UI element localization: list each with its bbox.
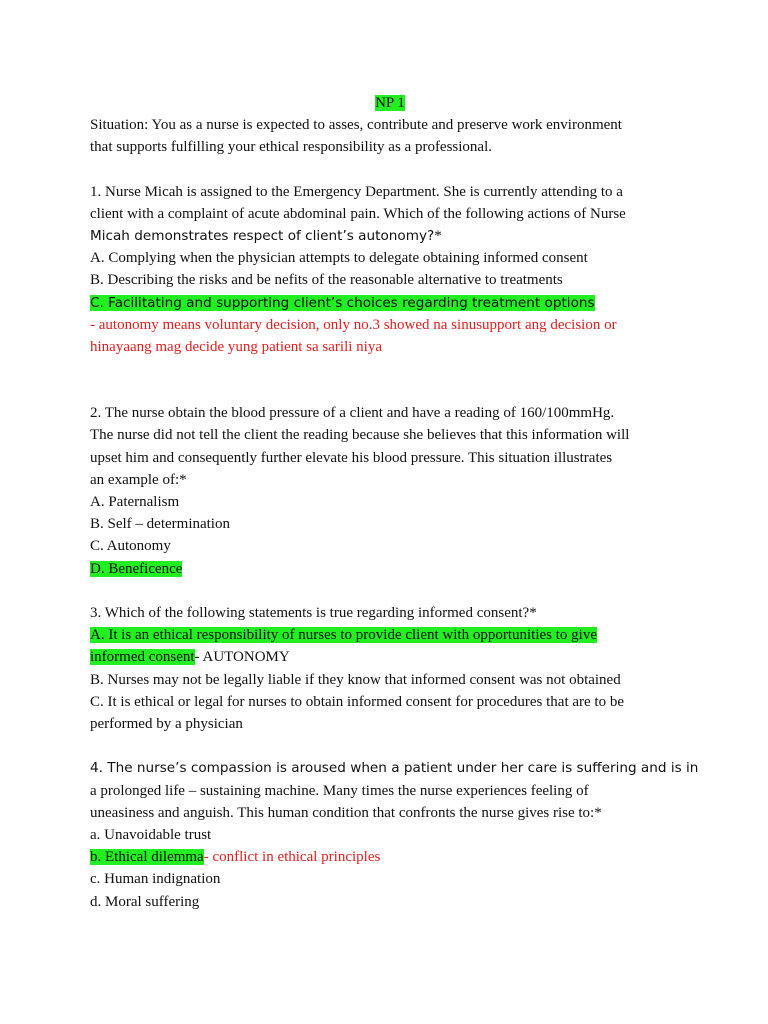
- q4-option-c: c. Human indignation: [90, 871, 221, 888]
- q3-option-a-answer: A. It is an ethical responsibility of nurses to provide client with opportunities to give: [90, 627, 597, 644]
- document-title: NP 1: [375, 95, 405, 111]
- q4-stem-first: 4. The nurse’s compassion is aroused when a patient under her care is suffering and is in: [90, 760, 699, 777]
- spacer: [90, 735, 690, 757]
- q3-option-c-line-1: C. It is ethical or legal for nurses to obtain informed consent for procedures that are to be: [90, 693, 624, 710]
- q1-option-c-row: [90, 292, 690, 314]
- q3-option-c-line-2: performed by a physician: [90, 716, 243, 733]
- q3-option-a-answer-cont: informed consent: [90, 649, 195, 666]
- q2-stem-line-1: 2. The nurse obtain the blood pressure of a client and have a reading of 160/100mmHg.: [90, 405, 615, 422]
- title-row: [90, 92, 690, 114]
- q4-stem-line-2: a prolonged life – sustaining machine. Many times the nurse experiences feeling of: [90, 782, 589, 799]
- q4-option-d: d. Moral suffering: [90, 893, 200, 910]
- document-page: [90, 92, 699, 913]
- q3-stem: 3. Which of the following statements is true regarding informed consent?*: [90, 605, 537, 622]
- q2-option-b: B. Self – determination: [90, 516, 230, 533]
- q1-stem-line-1: 1. Nurse Micah is assigned to the Emergency Department. She is currently attending to a: [90, 183, 623, 200]
- question-3: [90, 602, 690, 735]
- q1-stem-text: Micah demonstrates respect of client’s autonomy?: [90, 228, 435, 244]
- spacer: [90, 158, 690, 180]
- q4-stem-line-1: [90, 757, 699, 779]
- q3-option-b: B. Nurses may not be legally liable if they know that informed consent was not obtained: [90, 671, 621, 688]
- question-2: [90, 402, 690, 580]
- q1-option-b: B. Describing the risks and be nefits of the reasonable alternative to treatments: [90, 272, 563, 289]
- q1-option-a: A. Complying when the physician attempts to delegate obtaining informed consent: [90, 250, 588, 267]
- question-4: [90, 757, 699, 912]
- situation-line-1: Situation: You as a nurse is expected to asses, contribute and preserve work environment: [90, 117, 622, 133]
- q3-option-a-line-1: [90, 624, 690, 646]
- q3-option-a-line-2: [90, 646, 690, 668]
- q3-option-a-suffix: - AUTONOMY: [194, 649, 290, 666]
- q4-option-a: a. Unavoidable trust: [90, 827, 212, 844]
- q4-option-b-answer: b. Ethical dilemma: [90, 849, 204, 866]
- q2-option-a: A. Paternalism: [90, 494, 180, 511]
- spacer: [90, 580, 690, 602]
- q1-note-line-2: hinayaang mag decide yung patient sa sarili niya: [90, 339, 382, 356]
- situation-line-2: that supports fulfilling your ethical responsibility as a professional.: [90, 139, 493, 156]
- spacer: [90, 358, 690, 402]
- q1-option-c-answer: C. Facilitating and supporting client’s choices regarding treatment options: [90, 294, 595, 311]
- q2-option-d-row: [90, 558, 690, 580]
- q2-stem-line-2: The nurse did not tell the client the reading because she believes that this information will: [90, 427, 630, 444]
- q4-option-b-note: - conflict in ethical principles: [203, 849, 381, 866]
- q2-stem-line-4: an example of:*: [90, 471, 187, 488]
- question-1: [90, 181, 690, 359]
- q2-option-d-answer: D. Beneficence: [90, 560, 183, 577]
- q4-option-b-row: [90, 846, 690, 868]
- q1-stem-line-3: [90, 225, 690, 247]
- q2-option-c: C. Autonomy: [90, 538, 171, 555]
- q4-stem-line-3: uneasiness and anguish. This human condition that confronts the nurse gives rise to:*: [90, 804, 602, 821]
- q1-stem-star: *: [434, 228, 442, 244]
- q1-note-line-1: - autonomy means voluntary decision, only no.3 showed na sinusupport ang decision or: [90, 316, 617, 333]
- q2-stem-line-3: upset him and consequently further elevate his blood pressure. This situation illustrates: [90, 449, 613, 466]
- q1-stem-line-2: client with a complaint of acute abdominal pain. Which of the following actions of Nurse: [90, 205, 626, 222]
